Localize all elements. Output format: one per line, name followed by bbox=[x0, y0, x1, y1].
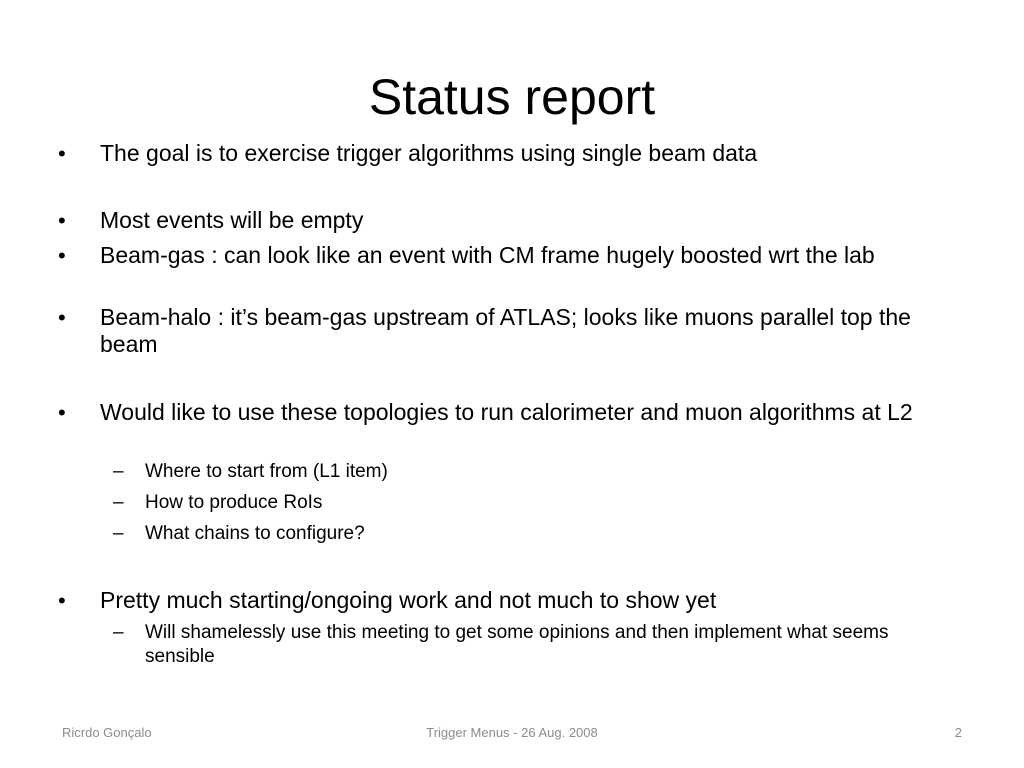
dash-icon: – bbox=[113, 461, 124, 482]
footer-page-number: 2 bbox=[954, 725, 962, 740]
bullet-icon: • bbox=[58, 141, 66, 166]
bullet-item bbox=[58, 207, 950, 234]
dash-icon: – bbox=[113, 622, 124, 643]
bullet-item bbox=[58, 304, 950, 358]
sub-bullet-item bbox=[113, 460, 955, 484]
footer-author: Ricrdo Gonçalo bbox=[62, 725, 152, 740]
bullet-text: Beam-gas : can look like an event with CM frame hugely boosted wrt the lab bbox=[100, 242, 875, 268]
bullet-icon: • bbox=[58, 305, 66, 330]
sub-bullet-text: Will shamelessly use this meeting to get some opinions and then implement what seems sensible bbox=[145, 622, 889, 667]
bullet-icon: • bbox=[58, 400, 66, 425]
bullet-icon: • bbox=[58, 208, 66, 233]
bullet-item bbox=[58, 399, 950, 426]
sub-bullet-text: How to produce RoIs bbox=[145, 492, 323, 513]
sub-bullet-text: What chains to configure? bbox=[145, 523, 365, 544]
sub-bullet-text: Where to start from (L1 item) bbox=[145, 461, 388, 482]
bullet-item bbox=[58, 140, 950, 167]
slide-title: Status report bbox=[368, 69, 656, 125]
bullet-icon: • bbox=[58, 588, 66, 613]
dash-icon: – bbox=[113, 523, 124, 544]
bullet-text: Would like to use these topologies to run calorimeter and muon algorithms at L2 bbox=[100, 399, 913, 425]
bullet-text: Beam-halo : it’s beam-gas upstream of ATLAS; looks like muons parallel top the beam bbox=[100, 304, 911, 357]
bullet-icon: • bbox=[58, 243, 66, 268]
bullet-text: Pretty much starting/ongoing work and not much to show yet bbox=[100, 587, 717, 613]
footer-event: Trigger Menus - 26 Aug. 2008 bbox=[426, 725, 598, 740]
bullet-text: The goal is to exercise trigger algorithms using single beam data bbox=[100, 140, 758, 166]
bullet-text: Most events will be empty bbox=[100, 207, 364, 233]
dash-icon: – bbox=[113, 492, 124, 513]
sub-bullet-item bbox=[113, 522, 955, 546]
sub-bullet-item bbox=[113, 621, 955, 669]
sub-bullet-item bbox=[113, 491, 955, 515]
bullet-item bbox=[58, 587, 950, 614]
bullet-item bbox=[58, 242, 950, 269]
